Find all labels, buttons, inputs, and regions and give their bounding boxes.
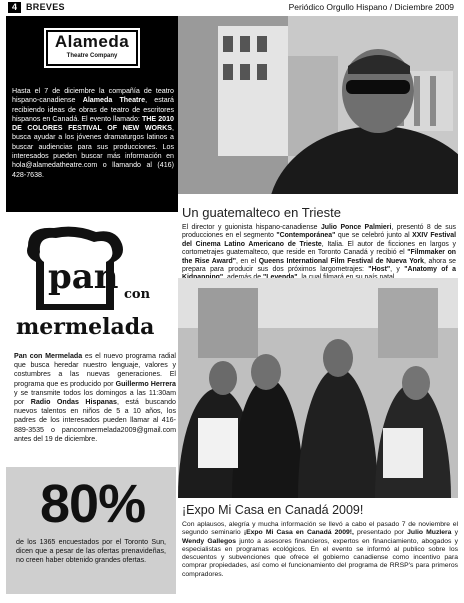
stat-value: 80% [40,474,146,534]
expo-text: Con aplausos, alegría y mucha información se llevó a cabo el pasado 7 de noviembre el segundo seminario ¡Expo Mi Casa en Canadá 2009!, presentado por Julio Muzlera y Wendy Gallegos junto a asesores financieros, expertos en financiamiento, abogados y especialistas en programas ecológicos. En el evento se informó al publico sobre los descuentos y subvenciones que ofrece el gobierno canadiense como incentivo para comprar propiedades, así como el funcionamiento del programa de RRSP's para primeros compradores. [182,521,458,578]
expo-title: ¡Expo Mi Casa en Canadá 2009! [182,503,364,517]
alameda-logo-title: Alameda [54,32,130,51]
section-title: BREVES [26,2,65,12]
guatemalteco-text: El director y guionista hispano-canadiense Julio Ponce Palmieri, presentó 8 de sus producciones en el segmento "Contemporánea" que se celebró junto al XXIV Festival del Cinema Latino Americano de Trieste, Italia. El autor de ficciones en largos y cortometrajes guatemalteco, que reside en Toronto Canadá y recibió el "Filmmaker on the Rise Award", en el Queens International Film Festival de Nueva York, ahora se prepara para producir sus dos próximos largometrajes: "Host", y "Anatomy of a [182,224,457,274]
publication-line: Periódico Orgullo Hispano / Diciembre 2009 [288,2,454,12]
guatemalteco-title: Un guatemalteco en Trieste [182,205,341,220]
alameda-article-text: Hasta el 7 de diciembre la compañía de teatro hispano-canadiense Alameda Theatre, estará recibiendo ideas de obras de teatro de escritores hispanos en Canadá. El evento llamado: THE 2010 DE COLORES FESTIVAL OF NEW WORKS, busca ayudar a los jóvenes dramaturgos latinos a buscar audiencias para sus producciones. Los interesados pueden buscar más información en hola@alamedatheatre.com o llamando al (416) 428-7638. [12,87,174,179]
photo-man-sunglasses [178,16,458,194]
alameda-logo [46,30,138,66]
pan-word: pan [48,257,119,297]
photo-expo-group [178,278,458,498]
mermelada-word: mermelada [16,314,155,340]
pan-con-mermelada-logo [14,222,174,340]
alameda-logo-subtitle: Theatre Company [66,53,118,59]
pan-con-mermelada-text: Pan con Mermelada es el nuevo programa radial que busca heredar nuestro lenguaje, valores y costumbres a las nuevas generaciones. El programa que es producido por Guillermo Herrera y se transmite todos los domingos a las 11:30am por Radio Ondas Hispanas, está buscando nuevos talentos en niños de 5 a 10 años, los padres de los interesados pueden llamar al 416-889-3535 o panconmermelada2009@gmail.com antes del 19 de diciembre. [14,352,177,443]
stat-text: de los 1365 encuestados por el Toronto Sun, dicen que a pesar de las ofertas prenavideñas, no creen haber obtenido grandes ofertas. [16,538,166,564]
con-word: con [124,287,151,302]
page-number: 4 [8,2,21,13]
